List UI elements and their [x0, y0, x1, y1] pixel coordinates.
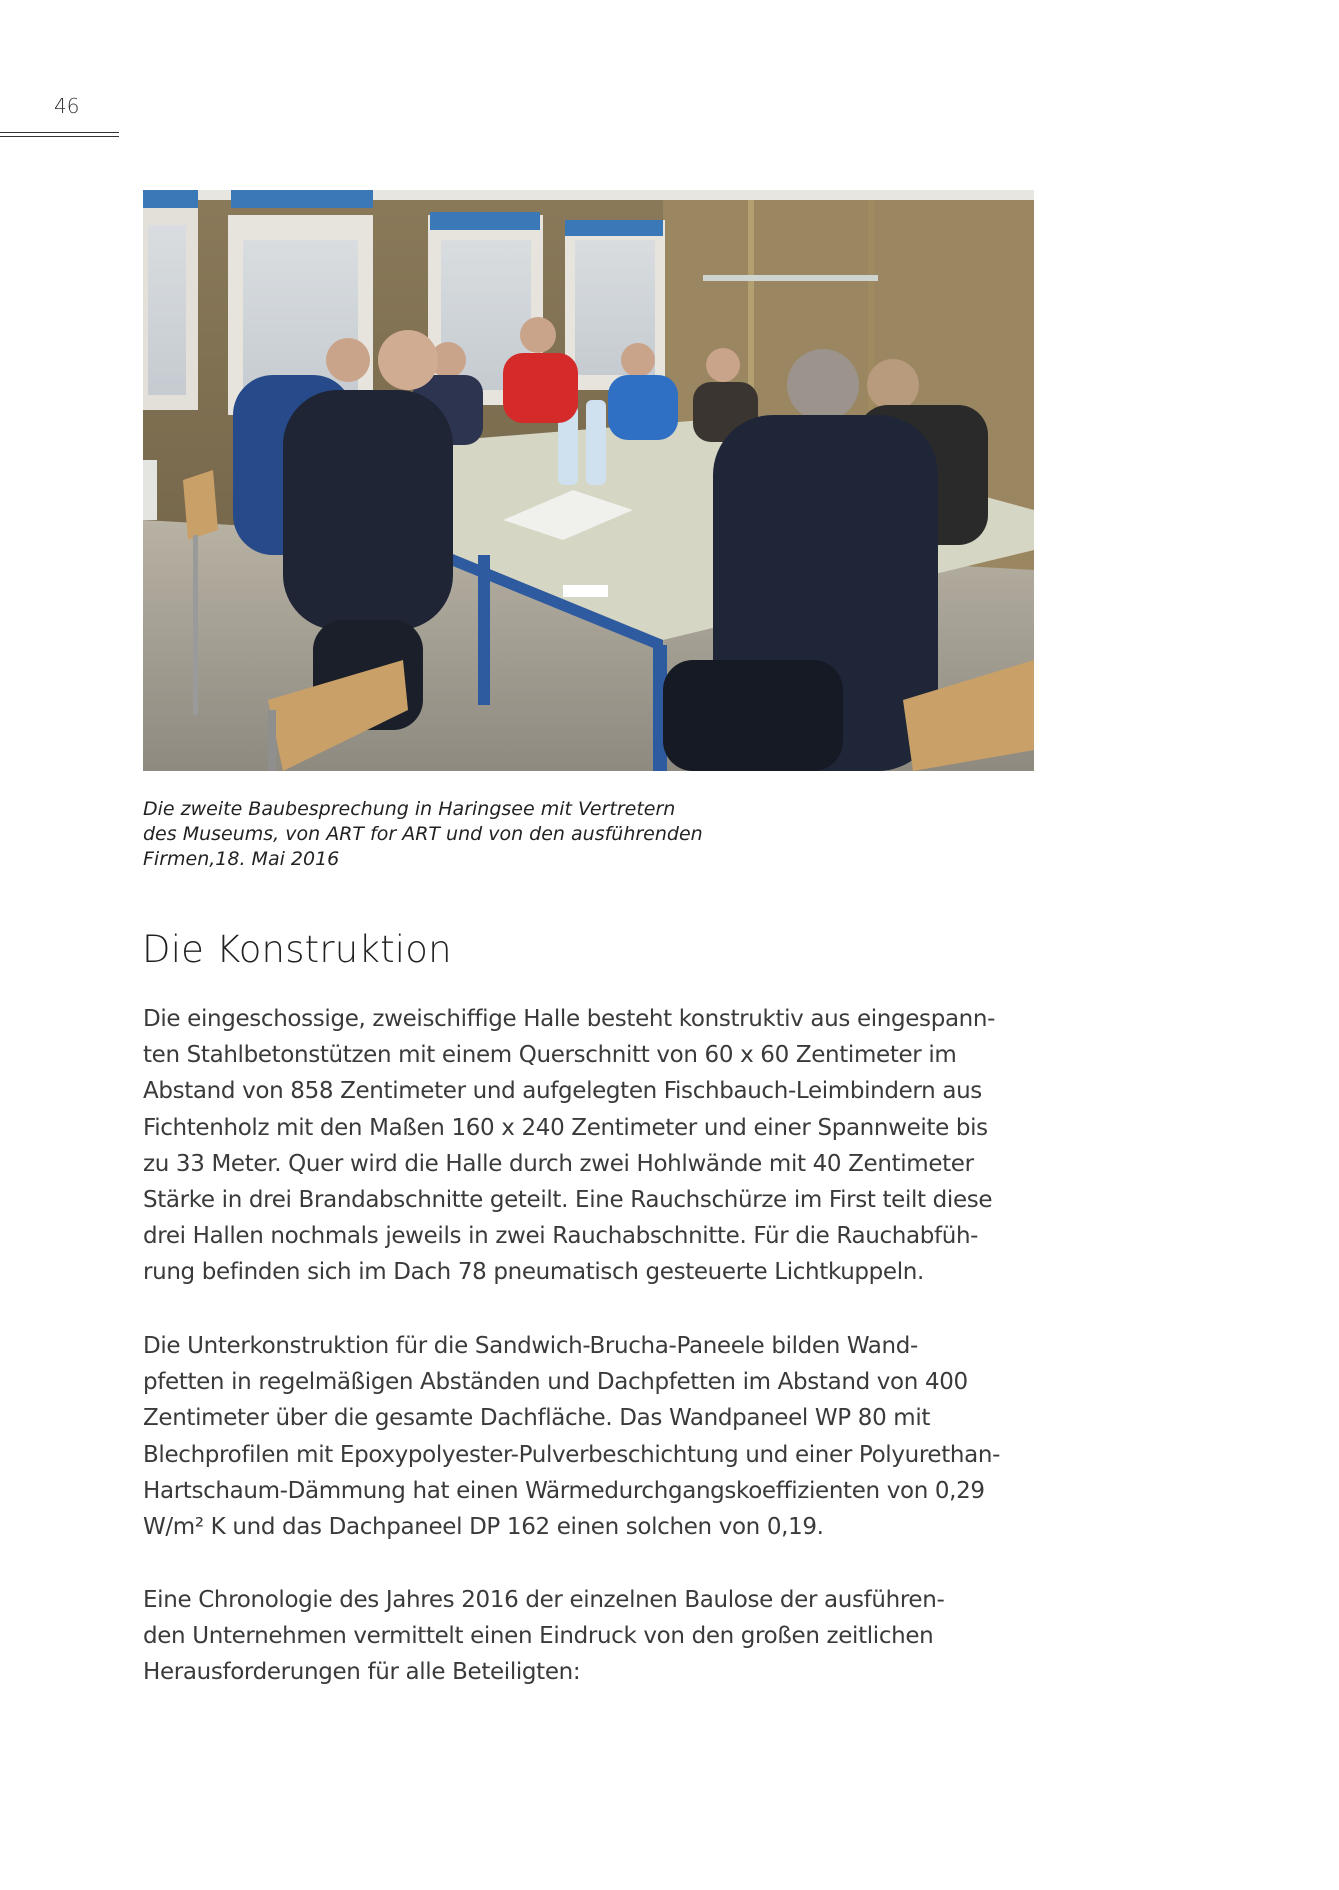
body-paragraph-1: [143, 1001, 1043, 1291]
paragraph-line: Blechprofilen mit Epoxypolyester-Pulverbeschichtung und einer Polyurethan-: [143, 1441, 1001, 1468]
paragraph-line: Hartschaum-Dämmung hat einen Wärmedurchgangskoeffizienten von 0,29: [143, 1477, 985, 1504]
paragraph-line: zu 33 Meter. Quer wird die Halle durch zwei Hohlwände mit 40 Zentimeter: [143, 1150, 974, 1177]
paragraph-line: pfetten in regelmäßigen Abständen und Dachpfetten im Abstand von 400: [143, 1369, 968, 1396]
page-number-rule: [0, 132, 119, 137]
meeting-photo: [143, 190, 1034, 771]
photo-caption: [143, 797, 903, 872]
section-heading: Die Konstruktion: [142, 928, 452, 971]
body-paragraph-3: [143, 1582, 1043, 1691]
caption-line: Firmen,18. Mai 2016: [143, 848, 340, 870]
paragraph-line: Herausforderungen für alle Beteiligten:: [143, 1659, 581, 1686]
paragraph-line: W/m² K und das Dachpaneel DP 162 einen solchen von 0,19.: [143, 1514, 824, 1541]
paragraph-line: Stärke in drei Brandabschnitte geteilt. Eine Rauchschürze im First teilt diese: [143, 1187, 993, 1214]
paragraph-line: rung befinden sich im Dach 78 pneumatisch gesteuerte Lichtkuppeln.: [143, 1259, 924, 1286]
paragraph-line: Fichtenholz mit den Maßen 160 x 240 Zentimeter und einer Spannweite bis: [143, 1114, 988, 1141]
caption-line: des Museums, von ART for ART und von den ausführenden: [143, 823, 703, 845]
paragraph-line: drei Hallen nochmals jeweils in zwei Rauchabschnitte. Für die Rauchabfüh-: [143, 1223, 979, 1250]
paragraph-line: ten Stahlbetonstützen mit einem Querschnitt von 60 x 60 Zentimeter im: [143, 1042, 957, 1069]
paragraph-line: Zentimeter über die gesamte Dachfläche. Das Wandpaneel WP 80 mit: [143, 1405, 931, 1432]
caption-line: Die zweite Baubesprechung in Haringsee mit Vertretern: [143, 798, 676, 820]
page-number: 46: [54, 94, 80, 118]
meeting-photo-illustration: [143, 190, 1034, 771]
paragraph-line: den Unternehmen vermittelt einen Eindruck von den großen zeitlichen: [143, 1623, 934, 1650]
paragraph-line: Die eingeschossige, zweischiffige Halle besteht konstruktiv aus eingespann-: [143, 1006, 996, 1032]
paragraph-line: Eine Chronologie des Jahres 2016 der einzelnen Baulose der ausführen-: [143, 1587, 945, 1613]
paragraph-line: Die Unterkonstruktion für die Sandwich-Brucha-Paneele bilden Wand-: [143, 1333, 918, 1359]
paragraph-line: Abstand von 858 Zentimeter und aufgelegten Fischbauch-Leimbindern aus: [143, 1078, 982, 1105]
body-paragraph-2: [143, 1328, 1043, 1545]
